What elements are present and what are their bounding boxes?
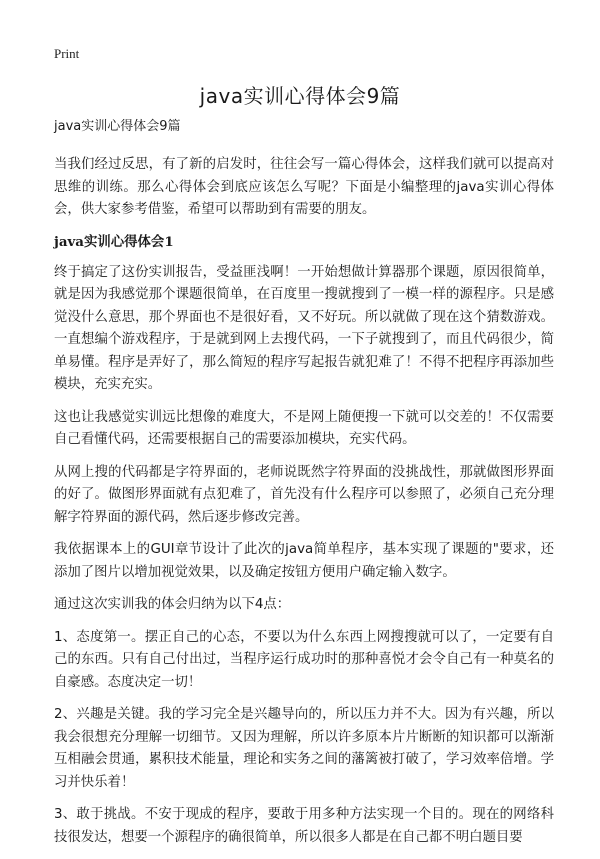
body-paragraph: 2、兴趣是关键。我的学习完全是兴趣导向的，所以压力并不大。因为有兴趣，所以我会很想充分理解一切细节。又因为理解，所以许多原本片片断断的知识都可以渐渐互相融会贯通，累积技术能量，理论和实务之间的藩篱被打破了，学习效率倍增。学习并快乐着！ <box>54 707 554 790</box>
body-paragraph: 3、敢于挑战。不安于现成的程序，要敢于用多种方法实现一个目的。现在的网络科技很发达，想要一个源程序的确很简单，所以很多人都是在自己都不明白题目要 <box>54 807 554 845</box>
body-paragraph: 这也让我感觉实训远比想像的难度大，不是网上随便搜一下就可以交差的！不仅需要自己看懂代码，还需要根据自己的需要添加模块，充实代码。 <box>54 409 554 447</box>
body-paragraph: 1、态度第一。摆正自己的心态，不要以为什么东西上网搜搜就可以了，一定要有自己的东西。只有自己付出过，当程序运行成功时的那种喜悦才会令自己有一种莫名的自豪感。态度决定一切！ <box>54 629 554 690</box>
body-paragraph: 终于搞定了这份实训报告，受益匪浅啊！一开始想做计算器那个课题，原因很简单，就是因为我感觉那个课题很简单，在百度里一搜就搜到了一模一样的源程序。只是感觉没什么意思，那个界面也不是很好看，又不好玩。所以就做了现在这个猜数游戏。一直想编个游戏程序，于是就到网上去搜代码，一下子就搜到了，而且代码很少，简单易懂。程序是弄好了，那么简短的程序写起报告就犯难了！不得不把程序再添加些模块，充实充实。 <box>54 264 554 392</box>
body-paragraph: 从网上搜的代码都是字符界面的，老师说既然字符界面的没挑战性，那就做图形界面的好了。做图形界面就有点犯难了，首先没有什么程序可以参照了，必须自己充分理解字符界面的源代码，然后逐步修改完善。 <box>54 464 554 525</box>
document-subtitle: java实训心得体会9篇 <box>54 119 181 134</box>
document-body <box>54 118 554 859</box>
body-paragraph: 我依据课本上的GUI章节设计了此次的java简单程序，基本实现了课题的"要求，还添加了图片以增加视觉效果，以及确定按钮方便用户确定输入数字。 <box>54 542 554 580</box>
intro-paragraph: 当我们经过反思，有了新的启发时，往往会写一篇心得体会，这样我们就可以提高对思维的训练。那么心得体会到底应该怎么写呢？下面是小编整理的java实训心得体会，供大家参考借鉴，希望可以帮助到有需要的朋友。 <box>54 157 554 217</box>
body-paragraph: 通过这次实训我的体会归纳为以下4点： <box>54 597 291 612</box>
section-heading: java实训心得体会1 <box>54 233 174 250</box>
print-link[interactable]: Print <box>54 46 80 61</box>
page-title: java实训心得体会9篇 <box>199 84 401 108</box>
